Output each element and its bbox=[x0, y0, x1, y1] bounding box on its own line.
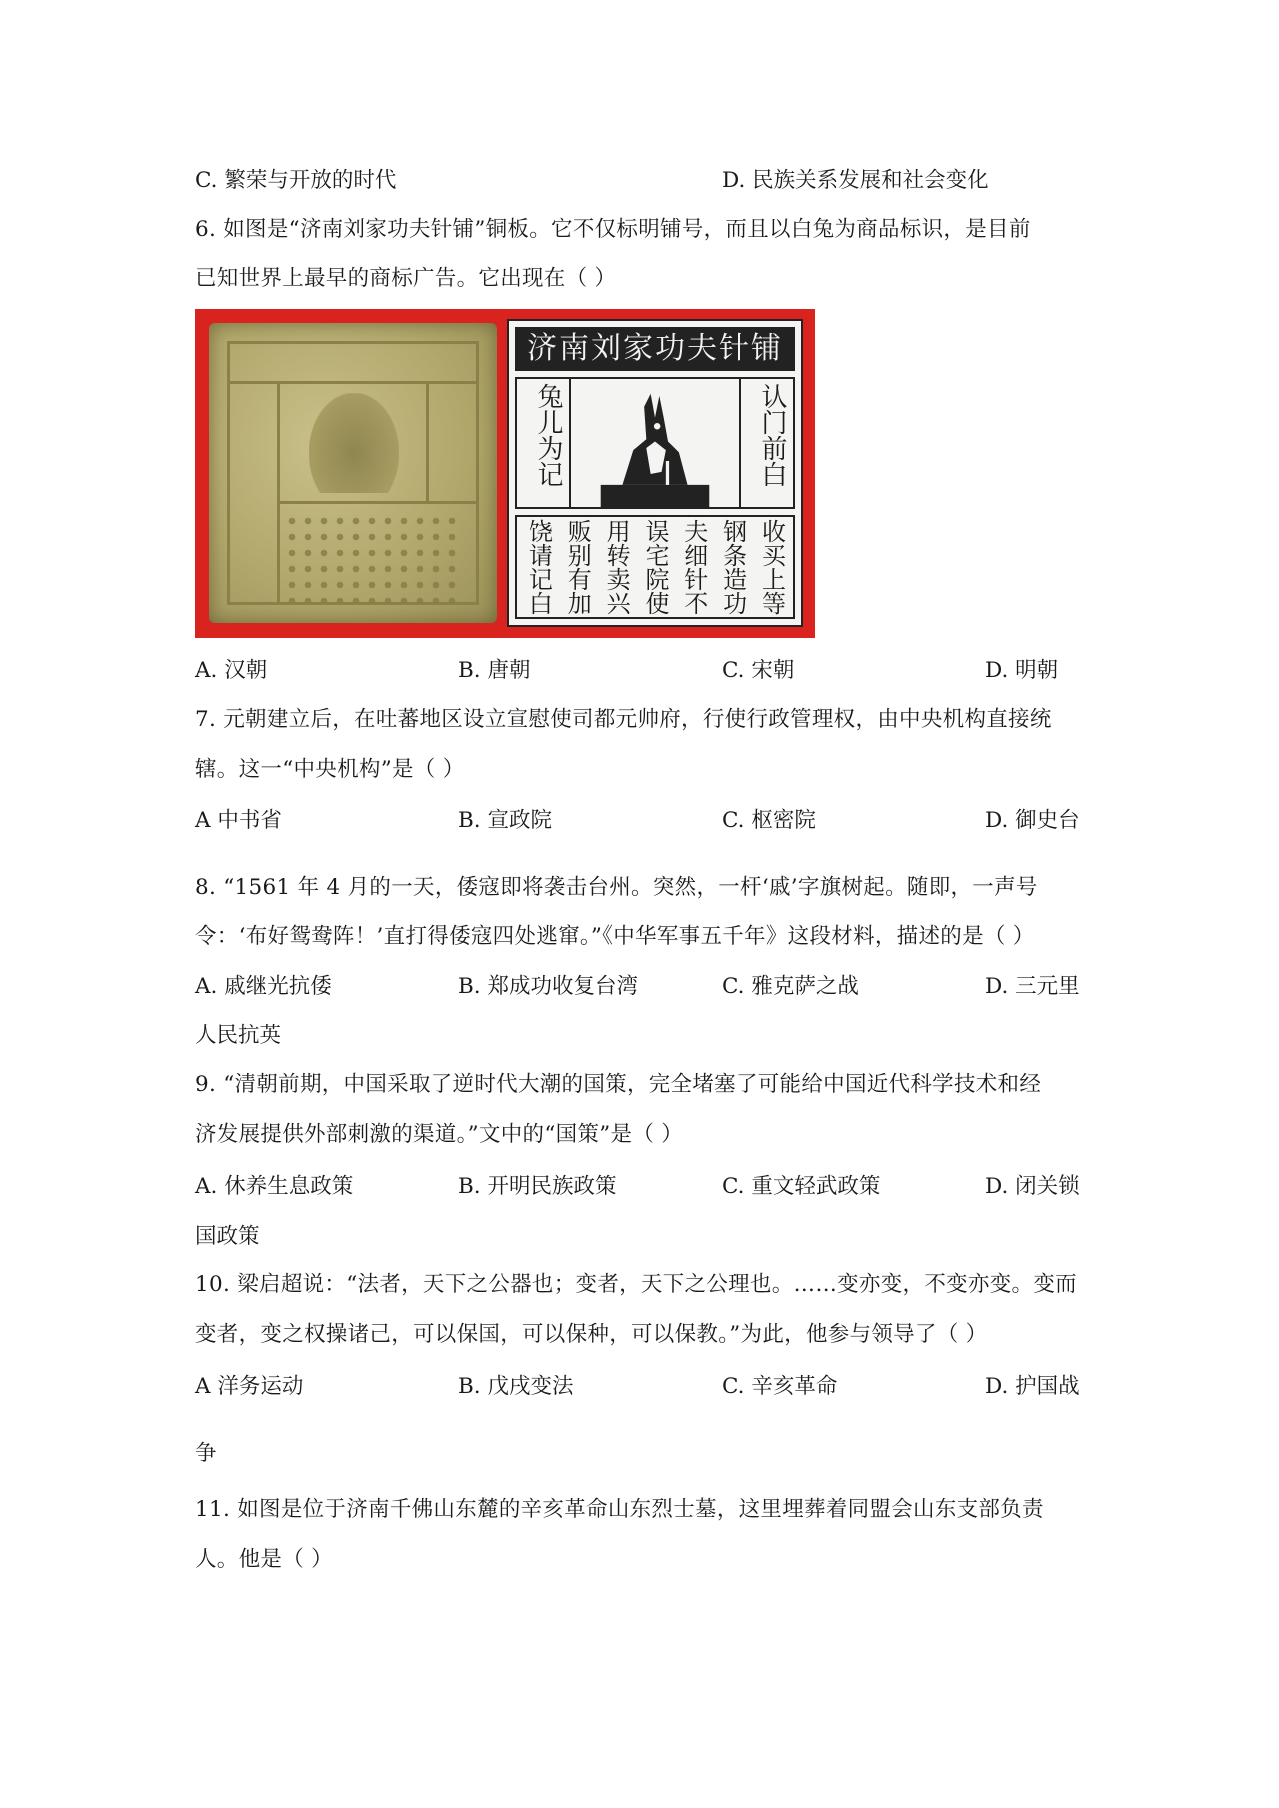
q8-option-b: B. 郑成功收复台湾 bbox=[458, 974, 638, 999]
q7-option-a: A 中书省 bbox=[195, 808, 282, 833]
q8-option-d: D. 三元里 bbox=[985, 974, 1080, 999]
q11-stem-line2: 人。他是（ ） bbox=[195, 1547, 333, 1572]
plate-right-text: 认门前白 bbox=[757, 383, 787, 487]
q9-option-d-wrap: 国政策 bbox=[195, 1224, 260, 1249]
plate-column: 误宅院使 bbox=[640, 519, 669, 615]
q7-option-b: B. 宣政院 bbox=[458, 808, 552, 833]
plate-title: 济南刘家功夫针铺 bbox=[515, 327, 795, 371]
q6-option-a: A. 汉朝 bbox=[195, 658, 268, 683]
q6-stem-line2: 已知世界上最早的商标广告。它出现在（ ） bbox=[195, 266, 617, 291]
q6-option-d: D. 明朝 bbox=[985, 658, 1059, 683]
plate-body-text bbox=[515, 515, 795, 619]
plate-column: 夫细针不 bbox=[679, 519, 708, 615]
rabbit-relief-icon bbox=[309, 393, 399, 493]
q7-option-c: C. 枢密院 bbox=[722, 808, 816, 833]
q10-option-d-wrap: 争 bbox=[195, 1441, 217, 1466]
q6-option-b: B. 唐朝 bbox=[458, 658, 531, 683]
q11-stem-line1: 11. 如图是位于济南千佛山东麓的辛亥革命山东烈士墓，这里埋葬着同盟会山东支部负责 bbox=[195, 1497, 1044, 1522]
q9-stem-line1: 9. “清朝前期，中国采取了逆时代大潮的国策，完全堵塞了可能给中国近代科学技术和经 bbox=[195, 1072, 1042, 1097]
q10-stem-line2: 变者，变之权操诸己，可以保国，可以保种，可以保教。”为此，他参与领导了（ ） bbox=[195, 1322, 988, 1347]
plate-left-text: 兔儿为记 bbox=[533, 383, 563, 487]
q9-option-c: C. 重文轻武政策 bbox=[722, 1174, 881, 1199]
q8-stem-line1: 8. “1561 年 4 月的一天，倭寇即将袭击台州。突然，一杆‘戚’字旗树起。随即，一声号 bbox=[195, 875, 1038, 900]
plate-column: 饶请记白 bbox=[524, 519, 553, 615]
q6-stem-line1: 6. 如图是“济南刘家功夫针铺”铜板。它不仅标明铺号，而且以白兔为商品标识，是目前 bbox=[195, 217, 1031, 242]
plate-rubbing bbox=[507, 319, 803, 627]
q8-stem-line2: 令：‘布好鸳鸯阵！’直打得倭寇四处逃窜。”《中华军事五千年》这段材料，描述的是（ ） bbox=[195, 924, 1035, 949]
plate-column: 用转卖兴 bbox=[602, 519, 631, 615]
q7-stem-line1: 7. 元朝建立后，在吐蕃地区设立宣慰使司都元帅府，行使行政管理权，由中央机构直接统 bbox=[195, 707, 1052, 732]
q9-option-b: B. 开明民族政策 bbox=[458, 1174, 617, 1199]
plate-column: 钢条造功 bbox=[718, 519, 747, 615]
q10-option-b: B. 戊戌变法 bbox=[458, 1374, 574, 1399]
q8-option-d-wrap: 人民抗英 bbox=[195, 1023, 282, 1048]
q6-option-c: C. 宋朝 bbox=[722, 658, 795, 683]
q10-stem-line1: 10. 梁启超说：“法者，天下之公器也；变者，天下之公理也。……变亦变，不变亦变。变而 bbox=[195, 1272, 1077, 1297]
q9-option-a: A. 休养生息政策 bbox=[195, 1174, 354, 1199]
bronze-plate-photo bbox=[209, 323, 497, 623]
q7-stem-line2: 辖。这一“中央机构”是（ ） bbox=[195, 757, 465, 782]
q10-option-c: C. 辛亥革命 bbox=[722, 1374, 838, 1399]
q9-option-d: D. 闭关锁 bbox=[985, 1174, 1080, 1199]
q9-stem-line2: 济发展提供外部刺激的渠道。”文中的“国策”是（ ） bbox=[195, 1122, 684, 1147]
plate-column: 贩别有加 bbox=[563, 519, 592, 615]
q7-option-d: D. 御史台 bbox=[985, 808, 1080, 833]
white-rabbit-icon bbox=[579, 385, 731, 515]
plate-column: 收买上等 bbox=[757, 519, 786, 615]
q8-option-c: C. 雅克萨之战 bbox=[722, 974, 859, 999]
prev-option-c: C. 繁荣与开放的时代 bbox=[195, 168, 397, 193]
q10-option-d: D. 护国战 bbox=[985, 1374, 1080, 1399]
needle-shop-plate-image bbox=[195, 309, 815, 638]
prev-option-d: D. 民族关系发展和社会变化 bbox=[722, 168, 989, 193]
q10-option-a: A 洋务运动 bbox=[195, 1374, 304, 1399]
q8-option-a: A. 戚继光抗倭 bbox=[195, 974, 332, 999]
